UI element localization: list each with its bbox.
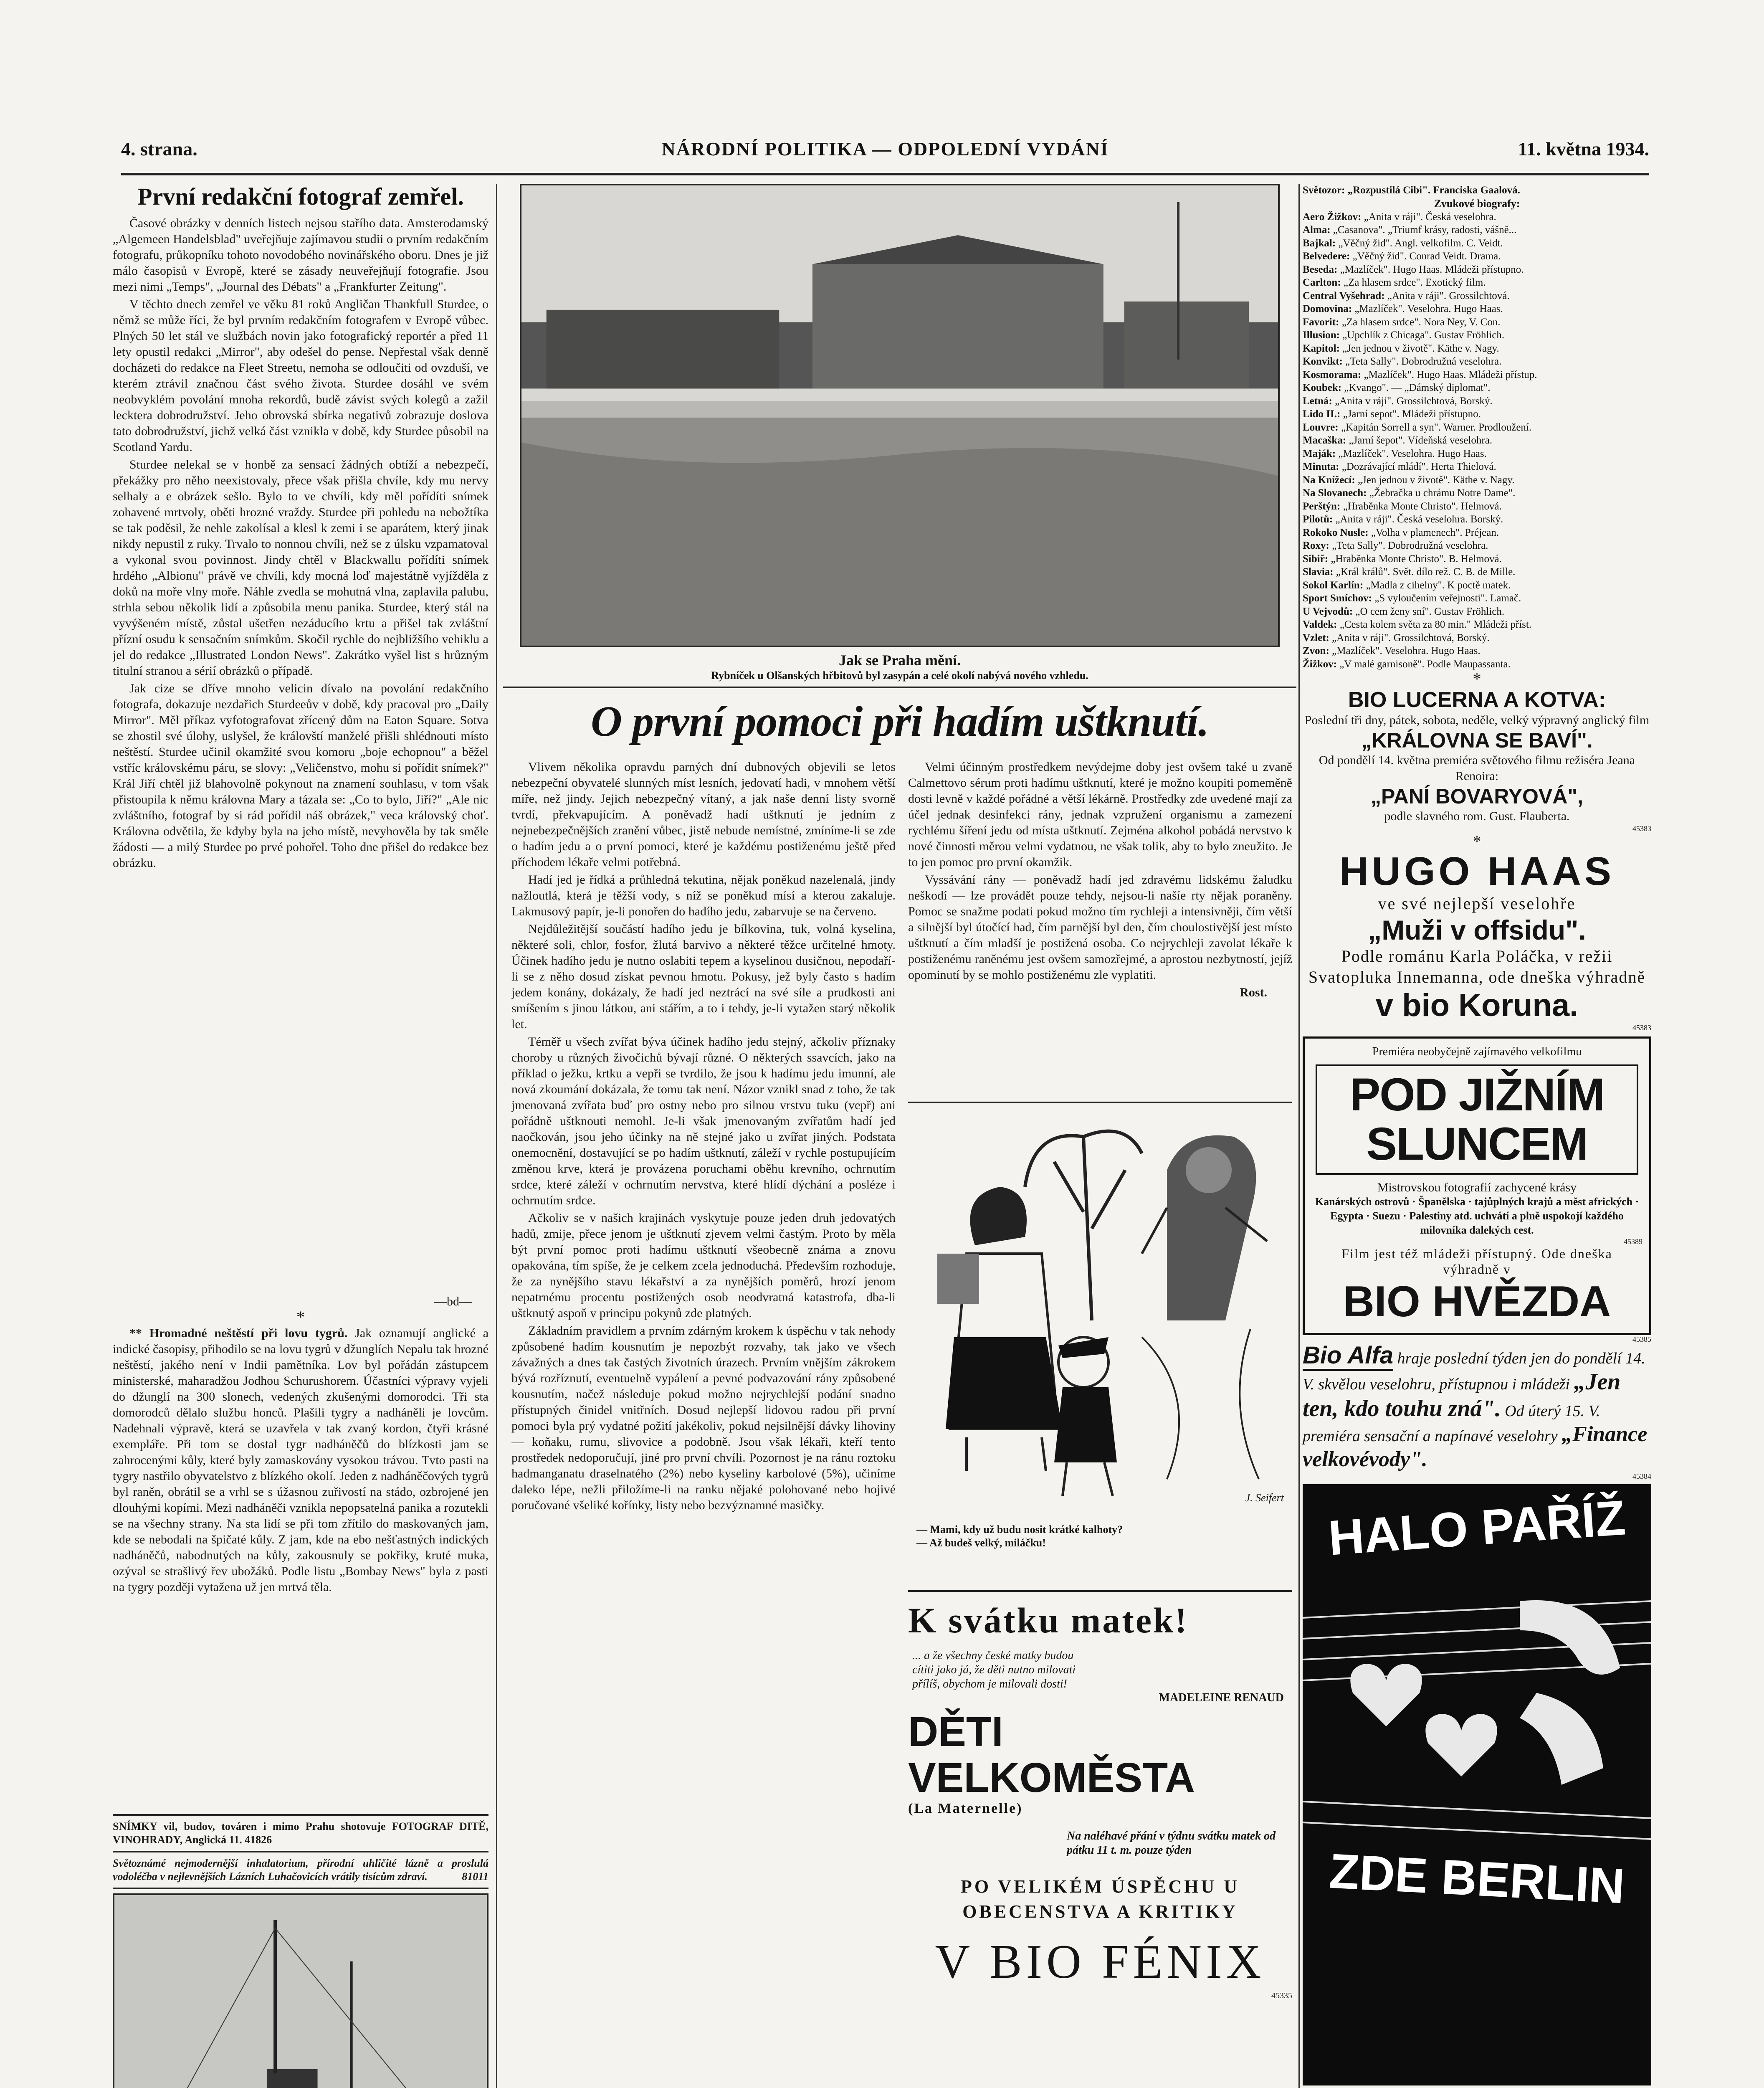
article-signature: Rost. [1240,986,1267,999]
sound-cinema-entry [1303,250,1651,263]
cartoon-signature: J. Seifert [1245,1492,1284,1504]
sound-cinema-entry-label: Central Vyšehrad: [1303,290,1387,302]
lucerna-text: Poslední tři dny, pátek, sobota, neděle, velký výpravný anglický film [1304,713,1650,727]
ad-code: 45335 [1271,1991,1292,2000]
paragraph: Jak cize se dříve mnoho velicin dívalo na povolání redakčního fotografa, dokazuje nezdařich Sturdeeův v době, kdy pracoval pro „Daily Mirror". Měl příkaz vyfotografovat zřícený dům na Eaton Square. Sotva se zhostil své úlohy, uslyšel, že královští manželé přišli shlédnouti místo neštěstí. Sturdee učinil okamžité svou komoru „boje echopnou" a běžel vstříc královskému páru, se slovy: „Veličenstvo, mohu si pořídit snímek?" Král Jiří chtěl již blahovolně pokynout na znamení souhlasu, v tom však přistoupila k němu královna Mary a tázala se: „Co to bylo, Jiří?" „Ale nic zvláštního, fotograf by si rád pořídil náš obrázek," veca královský choť. Královna odvětila, že kdyby byla na jeho místě, nevyhověla by tak směle žádosti — a milý Sturdee po prvé pohořel. Toho dne přišel do redakce bez obrázku. [113,682,488,870]
separator-star: * [1473,669,1481,688]
sound-cinema-entry-label: Rokoko Nusle: [1303,527,1371,538]
sound-cinema-entry-value: „Mazlíček". Hugo Haas. Mládeži přístup. [1364,369,1537,380]
sound-cinema-entry-label: Carlton: [1303,277,1344,288]
sound-cinema-entry-value: „Cesta kolem světa za 80 min." Mládeži příst. [1339,619,1532,630]
ad-bio-alfa [1303,1342,1651,1472]
lucerna-title: BIO LUCERNA A KOTVA: [1348,688,1606,712]
ad-code: 45383 [1632,824,1651,833]
sound-cinema-entry [1303,539,1651,552]
sound-cinema-entry-label: Beseda: [1303,264,1340,275]
sound-cinema-entry-value: „Casanova". „Triumf krásy, radosti, vášně... [1333,224,1517,236]
sound-cinema-entry [1303,500,1651,513]
paragraph: Velmi účinným prostředkem nevýdejme doby jest ovšem také u zvaně Calmettovo sérum proti hadímu uštknutí, které je možno koupiti pomeměně dosti levně v každé pořádné a větší lékárně. Prostředky zde uvedené mají za účel jednak desinfekci rány, jednak vzpružení organismu a zamezení rychlému šíření jedu od místa uštknutí. Zejména alkohol pobádá nervstvo k nové činnosti měrou velmi vydatnou, ne však tolik, aby to bylo zneužito. Je to jen pomoc pro první okamžik. [908,760,1292,869]
alfa-name: Bio Alfa [1303,1342,1393,1371]
article-tigers [113,1325,488,1810]
sound-cinema-entry-label: U Vejvodů: [1303,606,1356,617]
alfa-film: „Jen ten, kdo touhu zná". [1303,1369,1621,1422]
paragraph: Základním pravidlem a prvním zdárným krokem k úspěchu v tak nehody způsobené hadím kousnutím je nepozbýt rozvahy, tak jako ve všech závažných a dnes tak častých životních úrazech. Prvním vnějším zákrokem bývá rozříznutí, eventuelně vypálení a pevné podvazování rány způsobené kousnutím, načež následuje pokud možno nejrychlejší podání snadno přístupných činidel vnitřních. Dosud nejlepší lidovou radou při první pomoci byla prý vydatné požití jakékoliv, pokud nejsilnější dávky lihoviny — koňaku, rumu, slivovice a podobně. Jsou však lékaři, kteří tento prostředek nedoporučují, jiné pro první chvíli. Pozornost je na ránu roztoku hadmanganatu draselnatého (2%) nebo kyseliny karbolové (5%), učiníme daleko lépe, nežli přiložíme-li na ranku nějaké polohované nebo hojivé poručované všeliké kořínky, listy nebo bezvýznamné masičky. [511,1324,896,1512]
sound-cinema-entry-label: Žižkov: [1303,658,1340,670]
sound-cinema-entry-value: „Volha v plamenech". Préjean. [1371,527,1499,538]
sound-cinema-entry-value: „Teta Sally". Dobrodružná veselohra. [1345,356,1502,367]
sound-cinema-entry-label: Minuta: [1303,461,1342,472]
lucerna-text-2: Od pondělí 14. května premiéra světového filmu režiséra Jeana Renoira: [1319,753,1635,783]
deti-cinema: V BIO FÉNIX [935,1935,1265,1989]
sound-cinema-entry-value: „Hraběnka Monte Christo". Helmová. [1343,500,1502,512]
ad-code: 45389 [1624,1237,1643,1246]
sound-cinema-entry-label: Domovina: [1303,303,1355,314]
sound-cinema-entry [1303,355,1651,368]
sound-cinema-entry [1303,210,1651,224]
lucerna-film: „KRÁLOVNA SE BAVÍ". [1361,729,1593,752]
sound-cinema-entry [1303,276,1651,289]
paragraph: Vlivem několika opravdu parných dní dubnových objevili se letos nebezpeční obyvatelé slunných míst lesních, jedovatí hadi, v mnohem větší míře, než jindy. Jejich nebezpečný vítaný, a jak naše denní listy svorně tvrdí, překvapujícím. A poněvadž hadí uštknutí je jedním z nejnebezpečnějších zranění vůbec, jistě nebude nemístné, zmíníme-li se zde o hadím jedu a o první pomoci, které je každému postiženému ještě před příchodem lékaře velmi potřebná. [511,760,896,869]
pod-title-1: POD JIŽNÍM [1349,1069,1605,1120]
haas-cinema: v bio Koruna. [1375,988,1579,1023]
headline-photographer: První redakční fotograf zemřel. [137,183,464,210]
pod-title-box [1316,1064,1638,1175]
sound-cinema-entry-label: Belvedere: [1303,251,1353,262]
pod-top: Premiéra neobyčejně zajímavého velkofilmu [1372,1045,1582,1058]
cartoon [908,1102,1292,1578]
sound-cinema-entry [1303,474,1651,487]
photo-icebreaker [113,1893,488,2088]
sound-cinema-entry-value: „Věčný žid". Conrad Veidt. Drama. [1352,251,1501,262]
tiger-lead: ** Hromadné neštěstí při lovu tygrů. [129,1326,348,1340]
sound-cinema-entry-label: Aero Žižkov: [1303,211,1364,223]
sound-cinema-entry-label: Perštýn: [1303,500,1343,512]
pod-cinema: BIO HVĚZDA [1343,1277,1611,1326]
sound-cinema-entry-label: Valdek: [1303,619,1340,630]
deti-subtitle: (La Maternelle) [908,1801,1023,1816]
sound-cinema-entry-label: Louvre: [1303,421,1341,433]
article-signature: —bd— [434,1295,472,1308]
sound-cinema-entry-value: „S vyloučením veřejnosti". Lamač. [1374,593,1521,604]
alfa-text-2: Od úterý 15. V. premiéra sensační a napínavé veselohry [1303,1402,1600,1445]
sound-cinema-entry-label: Koubek: [1303,382,1344,393]
photo-prague [520,184,1280,647]
issue-date: 11. května 1934. [1518,138,1649,160]
lucerna-text-3: podle slavného rom. Gust. Flauberta. [1384,809,1570,823]
paragraph: Ačkoliv se v našich krajinách vyskytuje pouze jeden druh jedovatých hadů, zmije, přece jenom je uštknutí zjevem velmi častým. Proto by měla být první pomoc proti hadímu uštknutí všeobecně známa a znovu opakována, tím spíše, že je celkem zcela jednoduchá. Především rozhoduje, že za nynějšího stavu lékařství a za nynějších poměrů, hrozí jenom nepatrnému procentu postižených osob neodvratná katastrofa, dba-li uštknutý aspoň v principu pokynů zde platných. [511,1211,896,1320]
prague-caption-title: Jak se Praha mění. [839,652,961,669]
paragraph: Jak oznamují anglické a indické časopisy, přihodilo se na lovu tygrů v džunglích Nepalu tak hrozné neštěstí, jakého není v Indii pamětníka. Lov byl pořádán zástupcem ministerské, maharadžou Jodhou Schurushorem. Účastníci výpravy vyjeli do džunglí na 300 slonech, vedených zkušenými domorodci. Tři sta domorodců dělalo službu honců. Plašili tygry a nadháněli je lovcům. Nadehnali výpravě, která se uzavřela v tak zvaný kordon, čtyři krásné exempláře. Při tom se dostal tygr nadháněčů do blízkosti jam se zahrocenými kůly, které byly zamaskovány vysokou trávou. Tvto pasti na tygry nastřilo obyvatelstvo z blízkého okolí. Jeden z nadháněčových tygrů byl raněn, obrátil se a vrhl se s úžasnou zuřivostí na stádo, ozbrojené jen dlouhými kopími. Mezi nadháněči vznikla nepopsatelná panika a rozutekli se na všechny strany. Na sta lidí se při tom zřítilo do maskovaných jam, kde se nebodali na špičaté kůly. Z jam, kde na ebo nešťastných indických nadháněčů, nabodnutých na kůly, zakousnuly se pokřiky, kruté muka, ozýval se strašlivý řev ubožáků. Podle listu „Bombay News" byla z pasti na tygry později vytažena už jen mrtvá těla. [113,1326,488,1594]
sound-cinema-entry-value: „Mazlíček". Hugo Haas. Mládeži přístupno. [1340,264,1524,275]
mothers-title: K svátku matek! [908,1600,1189,1640]
metro-halo: HALO PAŘÍŽ [1326,1490,1627,1566]
sound-cinema-entry [1303,421,1651,434]
sound-cinema-entry [1303,552,1651,566]
ad-code: 45383 [1632,1024,1651,1032]
sound-cinema-entry-label: Slavia: [1303,566,1336,578]
sound-cinema-entry [1303,513,1651,526]
ad-deti-velkomesta [908,1590,1292,2088]
sound-cinema-entry [1303,526,1651,540]
prague-photo-image [521,185,1278,646]
sound-cinema-entry-label: Letná: [1303,395,1335,407]
column-rule [1298,184,1300,2088]
article-snakebite-block [503,759,1296,2088]
sound-cinema-entry-value: „Mazlíček". Veselohra. Hugo Haas. [1354,303,1503,314]
paragraph: Téměř u všech zvířat býva účinek hadího jedu stejný, ačkoliv příznaky choroby u různých živočichů bývají různé. O některých ssavcích, jako na příklad o ježku, krtku a vepři se tvrdilo, že jsou k hadímu jedu imunní, ale nová zkoumání dokázala, že tomu tak není. Názor vznikl snad z toho, že tak jmenovaná zvířata buď pro ostny nebo pro silnou vrstvu tuku (vepř) ani pořádně uštknouti nemohl. Je-li však jmenovaným zvířatům hadí jed naočkován, jsou jeho účinky na ně stejné jako u zvířat jiných. Podstata onemocnění, dostavující se po hadím uštknutí, záleží v rychle postupujícím změnou krve, která je provázena poruchami oběhu krevního, ochrnutím srdce, které záleží v ochrnutím nervstva, které hlídí dýchání a posléze i ochrnutím srdce. [511,1035,896,1207]
sound-cinema-entry-value: „Hraběnka Monte Christo". B. Helmová. [1331,553,1502,565]
separator-star: * [1473,832,1481,851]
sound-cinemas-list [1303,210,1651,671]
divider [503,687,1296,688]
sound-cinema-entry-label: Na Knížecí: [1303,474,1358,486]
sound-cinema-entry [1303,223,1651,237]
sound-cinema-entry-value: „Král králů". Svět. dílo rež. C. B. de Mille. [1336,566,1516,578]
sound-cinema-entry [1303,237,1651,250]
ad-luhacovice-text: Světoznámé nejmodernější inhalatorium, přírodní uhličité lázně a proslulá vodoléčba v nejlevnějších Lázních Luhačovicích vrátily tisícům zdraví. [113,1857,488,1883]
sound-cinema-entry-label: Zvon: [1303,645,1332,656]
sound-cinema-entry [1303,342,1651,355]
sound-cinema-entry-label: Na Slovanech: [1303,487,1369,499]
sound-cinema-entry-label: Alma: [1303,224,1333,236]
icebreaker-photo-image [114,1895,487,2088]
sound-cinema-entry-label: Roxy: [1303,540,1332,551]
sound-cinema-entry [1303,368,1651,382]
pod-text-2: Kanárských ostrovů · Španělska · tajůplných krajů a měst afrických · Egypta · Suezu · Palestiny atd. uchvátí a plně uspokojí každého milovníka dalekých cest. [1315,1196,1639,1236]
sound-cinema-entry-label: Favorit: [1303,316,1342,328]
sound-cinema-entry-value: „Za hlasem srdce". Nora Ney, V. Con. [1341,316,1501,328]
sound-cinema-entry [1303,302,1651,316]
paragraph: Hadí jed je řídká a průhledná tekutina, nějak poněkud nazelenalá, jindy nažloutlá, která je těžší vody, s níž se poněkud mísí a kterou zakaluje. Lakmusový papír, je-li ponořen do hadího jedu, zabarvuje se na červeno. [511,873,896,918]
sound-cinema-entry-label: Lido II.: [1303,408,1343,420]
deti-success: PO VELIKÉM ÚSPĚCHU U OBECENSTVA A KRITIKY [960,1876,1240,1922]
column-rule [496,184,497,2088]
ad-lucerna [1303,687,1651,833]
sound-cinema-entry-value: „Jen jednou v životě". Käthe v. Nagy. [1357,474,1515,486]
pod-text: Mistrovskou fotografií zachycené krásy [1377,1181,1577,1194]
sound-cinema-entry-value: „Mazlíček". Veselohra. Hugo Haas. [1332,645,1481,656]
sound-cinema-entry-label: Sibiř: [1303,553,1331,565]
ad-pod-jiznim-sluncem [1303,1036,1651,1335]
sound-cinema-entry [1303,592,1651,605]
sound-cinema-entry [1303,395,1651,408]
sound-cinema-entry-label: Bajkal: [1303,237,1339,249]
cartoon-drawing [908,1103,1292,1521]
paragraph: Časové obrázky v denních listech nejsou stařího data. Amsterodamský „Algemeen Handelsblad" uveřejňuje zajímavou studii o prvním redakčním fotografu, průkopníku tohoto novodobého novinářského oboru. Dnes je již málo časopisů v Evropě, které se zásady neuveřejňují fotografie. Jsou mezi nimi „Temps", „Journal des Débats" a „Frankfurter Zeitung". [113,216,488,294]
sound-cinema-entry-label: Illusion: [1303,329,1343,341]
ad-koruna [1303,850,1651,1032]
haas-text: ve své nejlepší veselohře [1378,894,1576,913]
pod-title-2: SLUNCEM [1366,1118,1588,1170]
sound-cinema-entry-label: Konvikt: [1303,356,1346,367]
sound-cinema-entry [1303,644,1651,658]
sound-cinema-entry-value: „O cem ženy sní". Gustav Fröhlich. [1355,606,1505,617]
sound-cinema-entry-value: „Madla z cihelny". K poctě matek. [1366,579,1511,591]
ad-code: 81011 [462,1870,488,1883]
sound-cinema-entry [1303,263,1651,276]
sound-cinema-entry-value: „Teta Sally". Dobrodružná veselohra. [1332,540,1488,551]
metro-telephone-art [1303,1568,1651,1860]
newspaper-title: NÁRODNÍ POLITIKA — ODPOLEDNÍ VYDÁNÍ [661,138,1109,160]
sound-cinema-entry-value: „Upchlík z Chicaga". Gustav Fröhlich. [1342,329,1505,341]
sound-cinema-entry [1303,579,1651,592]
sound-cinema-entry-value: „Anita v ráji". Grossilchtová. [1387,290,1510,302]
sound-cinema-entry-label: Vzlet: [1303,632,1332,644]
sound-cinema-entry-value: „Anita v ráji". Česká veselohra. [1364,211,1496,223]
sound-cinema-entry-value: „Anita v ráji". Česká veselohra. Borský. [1335,514,1503,525]
pod-text-3: Film jest též mládeži přístupný. Ode dneška výhradně v [1341,1246,1612,1277]
sound-cinema-entry-label: Pilotů: [1303,514,1336,525]
sound-cinema-entry [1303,605,1651,618]
separator-star: * [296,1308,305,1326]
sound-cinema-entry-label: Sport Smíchov: [1303,593,1375,604]
alfa-film-2: „Finance velkovévody". [1303,1422,1648,1471]
sound-cinema-entry-value: „Anita v ráji". Grossilchtová, Borský. [1332,632,1490,644]
divider [113,1888,488,1889]
sound-cinema-entry [1303,289,1651,303]
haas-text-2: Podle románu Karla Poláčka, v režii Svatopluka Innemanna, ode dneška výhradně [1308,947,1646,986]
haas-film: „Muži v offsidu". [1368,915,1586,945]
sound-cinema-entry-value: „Věčný žid". Angl. velkofilm. C. Veidt. [1338,237,1503,249]
paragraph: Sturdee nelekal se v honbě za sensací žádných obtíží a nebezpečí, překážky pro něho neexistovaly, přece však přišla chvíle, kdy mu nervy selhaly a e obrázek sešlo. Bylo to ve chvíli, kdy měl pořídíti snímek zohavené mrtvoly, oběti hrozné vraždy. Sturdee při pohledu na nebožtíka se tak poděsil, že nehle zakolísal a klesl k zemi i se aparátem, který jinak nikdy nepustil z ruky. Trvalo to nonnou chvíli, než se z úlsku vzpamatoval a vykonal svou povinnost. Jindy chtěl v Blackwallu pořídíti snímek hrdého „Albionu" právě ve chvíli, kdy mocná loď majestátně vyjížděla z doků na moře vlny moře. Náhle zvedla se mohutná vlna, zaplavila palubu, strhla sebou několik lidí a způsobila menu panika. Sturdee, který stál na vyvýšeném místě, zůstal ušetřen nezáducího krtu a přišel tak zvláštní přízní osudu k sensačním snímkům. Skočil rychle do nejbližšího vehiklu a jel do redakce „Illustrated London News". Zakrátko vyšel list s hrůzným titulní stranou a sérií obrázků o případě. [113,458,488,678]
lucerna-film-2: „PANÍ BOVARYOVÁ", [1371,785,1583,808]
mothers-author: MADELEINE RENAUD [1159,1691,1284,1704]
sound-cinema-entry-label: Macaška: [1303,435,1349,446]
sound-cinema-entry [1303,565,1651,579]
sound-cinema-entry-value: „Kvango". — „Dámský diplomat". [1344,382,1491,393]
sound-cinema-entry-value: „Jarní šepot". Vídeňská veselohra. [1349,435,1493,446]
sound-cinema-entry [1303,658,1651,671]
column-right [1303,184,1651,2088]
sound-cinema-entry [1303,408,1651,421]
column-middle [503,184,1296,2088]
paragraph: Vyssávání rány — poněvadž hadí jed zdravému lidskému žaludku neškodí — lze provádět pouze tehdy, nejsou-li našíe rty nějak poraněny. Pomoc se snažme podati pokud možno tím rychleji a intensivněji, čím větší a silnější byl útočící had, čím parnější byl den, čím choulostivější jest místo uštknutí a čím mladší je postižená osoba. Co nejrychleji zavolat lékaře k postiženému raněnému jest ovšem samozřejmé, a aprostou nezbytností, jejíž opominutí by se mohlo postiženému zle vyplatiti. [908,873,1292,982]
cartoon-caption-1: — Mami, kdy už budu nosit krátké kalhoty? [916,1523,1123,1536]
sound-cinema-entry [1303,329,1651,342]
sound-cinema-entry [1303,631,1651,645]
sound-cinema-entry-value: „Kapitán Sorrell a syn". Warner. Prodloužení. [1341,421,1532,433]
page-header [121,138,1649,175]
sound-cinema-entry-value: „Jen jednou v životě". Käthe v. Nagy. [1342,342,1499,354]
article-photographer [113,215,488,1293]
divider [113,1814,488,1816]
sound-cinema-entry-value: „Anita v ráji". Grossilchtová, Borský. [1335,395,1493,407]
metro-zde: ZDE BERLIN [1328,1843,1626,1914]
sound-cinema-entry-label: Kapitol: [1303,342,1343,354]
article-snakebite-col-a [511,759,896,2088]
sound-cinema-entry-value: „Za hlasem srdce". Exotický film. [1343,277,1486,288]
film-top-line: Světozor: „Rozpustilá Cibi". Franciska Gaalová. [1303,185,1520,196]
column-left [113,184,488,2088]
paragraph: Nejdůležitější součástí hadího jedu je bílkovina, tuk, volná kyselina, některé soli, chlor, fosfor, žlutá barvivo a některé těžce určitelné hmoty. Účinek hadího jedu je nutno oslabiti tepem a kyselinou dusičnou, nepodaří-li se z něho dosud získat pevnou hmotu. Pokusy, jež byly často s hadím jedem konány, dokázaly, že hadí jed neztrácí na své síle a prudkosti ani smíšením s jinou látkou, ani stářím, a to i tehdy, je-li vytažen starý několik let. [511,922,896,1031]
deti-title: DĚTI VELKOMĚSTA [908,1708,1195,1801]
headline-snakebite: O první pomoci při hadím uštknutí. [590,697,1209,745]
sound-cinema-entry-label: Maják: [1303,448,1339,459]
cartoon-caption-2: — Až budeš velký, miláčku! [916,1537,1046,1549]
sound-cinema-entry [1303,316,1651,329]
sound-cinema-entry [1303,618,1651,631]
sound-cinema-entry-value: „V malé garnisoně". Podle Maupassanta. [1339,658,1511,670]
ad-code: 45384 [1632,1472,1651,1480]
sound-cinema-entry [1303,487,1651,500]
ad-code: 45385 [1632,1335,1651,1343]
sound-cinema-entry-label: Kosmorama: [1303,369,1364,380]
ad-photographer: SNÍMKY vil, budov, továren i mimo Prahu shotovuje FOTOGRAF DITĚ, VINOHRADY, Anglická 11. 41826 [113,1820,488,1846]
alfa-text: hraje poslední týden jen do pondělí 14. V. skvělou veselohru, přístupnou i mládeži [1303,1350,1645,1393]
deti-note: Na naléhavé přání v týdnu svátku matek od pátku 11 t. m. pouze týden [1067,1830,1276,1857]
mothers-text: ... a že všechny české matky budou cítiti jako já, že děti nutno milovati přílíš, obychom je milovali dosti! [912,1649,1076,1690]
sound-cinema-entry [1303,434,1651,447]
haas-title: HUGO HAAS [1339,849,1615,894]
sound-cinema-entry-value: „Mazlíček". Veselohra. Hugo Haas. [1338,448,1487,459]
sound-cinema-entry-label: Sokol Karlín: [1303,579,1366,591]
sound-cinema-entry [1303,447,1651,461]
sound-cinema-entry-value: „Jarní sepot". Mládeži přístupno. [1343,408,1481,420]
ad-metro [1303,1484,1651,2085]
prague-caption-text: Rybníček u Olšanských hřbitovů byl zasypán a celé okolí nabývá nového vzhledu. [711,669,1088,682]
sound-cinema-entry [1303,460,1651,474]
article-snakebite-col-b [908,759,1292,1085]
sound-cinema-entry-value: „Dozrávající mládí". Herta Thielová. [1341,461,1496,472]
sound-cinema-entry [1303,381,1651,395]
sound-cinemas-heading: Zvukové biografy: [1434,197,1520,210]
paragraph: V těchto dnech zemřel ve věku 81 roků Angličan Thankfull Sturdee, o němž se může říci, že byl prvním redakčním fotografem v Evropě vůbec. Plných 50 let stál ve službách novin jako fotografický reportér a před 11 lety opustil redakci „Mirror", aby odešel do pense. Nepřestal však denně docházeti do redakce na Fleet Streetu, nemoha se odloučiti od ovzduší, ve kterém ztrávil značnou část svého života. Sturdee dosáhl ve svém neobvyklém povolání mnoha rekordů, budě závist svých kolegů a zažil lecktera dobrodružství. Jeho obrovská sbírka negativů zobrazuje doslova tato dobrodružství, jichž velká část vznikla v době, kdy Sturdee působil na Scotland Yardu. [113,297,488,454]
ad-luhacovice [113,1857,488,1883]
sound-cinema-entry-value: „Žebračka u chrámu Notre Dame". [1369,487,1516,499]
page-number: 4. strana. [121,138,197,160]
divider [113,1851,488,1852]
